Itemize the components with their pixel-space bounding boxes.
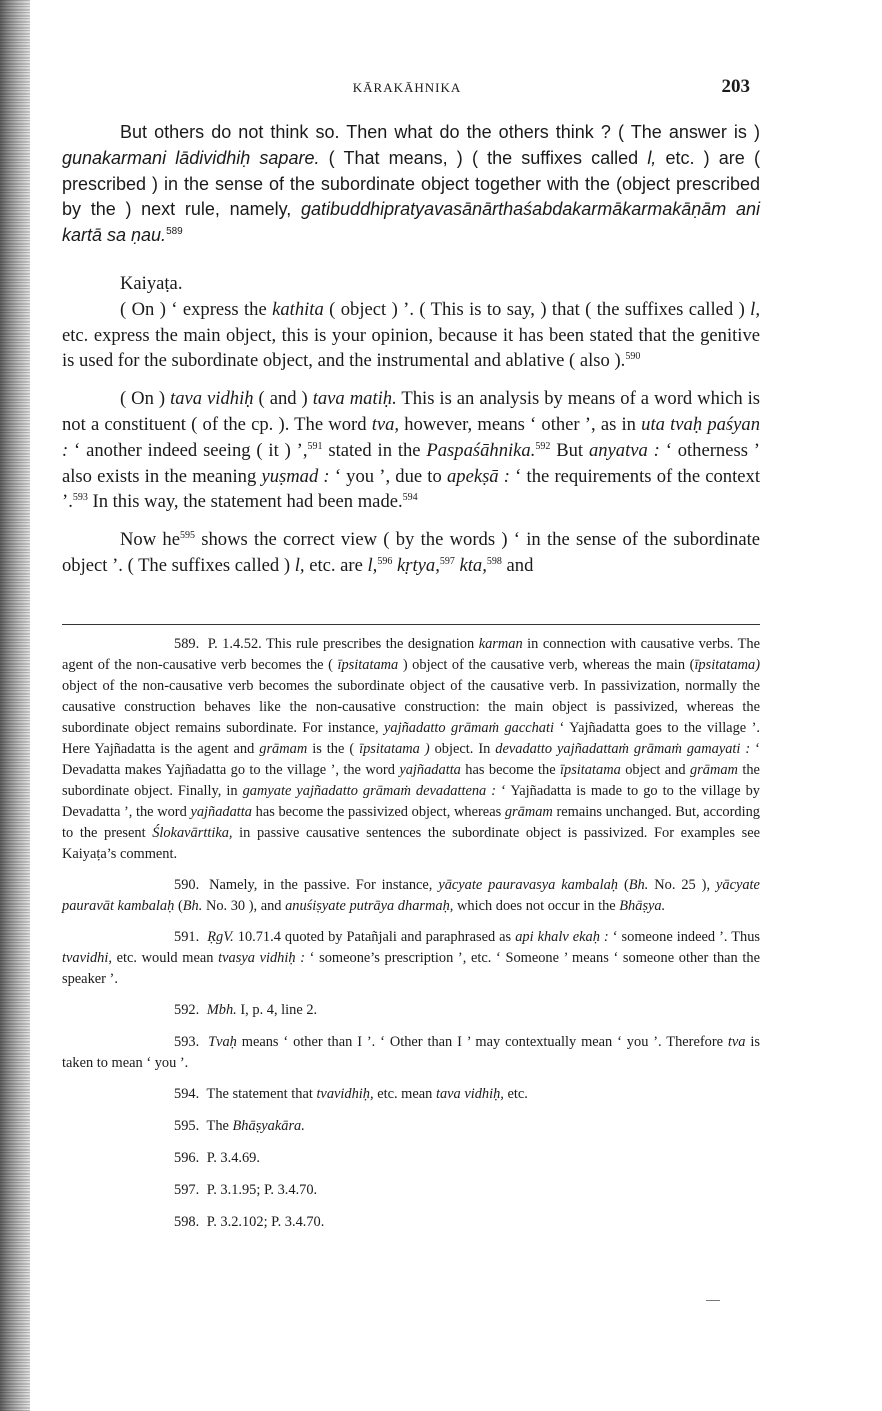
main-text [62, 120, 760, 579]
page-number: 203 [721, 76, 750, 97]
footnote-ref-592: 592 [535, 440, 551, 452]
footnote-ref-593: 593 [72, 492, 88, 504]
footnote-589: 589. P. 1.4.52. This rule prescribes the designation karman in connection with causative verbs. The agent of the non-causative verb becomes the ( īpsitatama ) object of the causative verb, whereas the main (īpsitatama) object of the non-causative verb becomes the subordinate object of the causative verb. In passivization, normally the causative construction behaves like the non-causative construction: the main object is passivized, whereas the subordinate object remains subordinate. For instance, yajñadatto grāmaṁ gacchati ‘ Yajñadatta goes to the village ’. Here Yajñadatta is the agent and grāmam is the ( īpsitatama ) object. In devadatto yajñadattaṁ grāmaṁ gamayati : ‘ Devadatta makes Yajñadatta go to the village ’, the word yajñadatta has become the īpsitatama object and grāmam the subordinate object. Finally, in gamyate yajñadatto grāmaṁ devadattena : ‘ Yajñadatta is made to go to the village by Devadatta ’, the word yajñadatta has become the passivized object, whereas grāmam remains unchanged. But, according to the present Ślokavārttika, in passive causative sentences the subordinate object is passivized. For examples see Kaiyaṭa’s comment. [62, 636, 760, 862]
footnote-597: 597. P. 3.1.95; P. 3.4.70. [174, 1182, 318, 1198]
footnote-590: 590. Namely, in the passive. For instance, yācyate pauravasya kambalaḥ (Bh. No. 25 ), yācyate pauravāt kambalaḥ (Bh. No. 30 ), and anuśiṣyate putrāya dharmaḥ, which does not occur in the Bhāṣya. [62, 877, 760, 914]
page-header [62, 76, 752, 102]
footnote-ref-597: 597 [439, 555, 455, 567]
footnote-ref-594: 594 [402, 492, 418, 504]
footnote-ref-595: 595 [179, 529, 195, 541]
section-label-kaiyata: Kaiyaṭa. [120, 272, 183, 294]
paragraph-others-view: But others do not think so. Then what do the others think ? ( The answer is ) gunakarmani lādividhiḥ sapare. ( That means, ) ( the suffixes called l, etc. ) are ( prescribed ) in the sense of the subordinate object together with the (object prescribed by the ) next rule, namely, gatibuddhipratyavasānārthaśabdakarmākarmakāṇām ani kartā sa ṇau.$^{589}$ [62, 122, 760, 246]
footnote-595: 595. The Bhāṣyakāra. [174, 1118, 305, 1134]
footnote-ref-589: 589 [166, 226, 183, 238]
footnote-ref-591: 591 [307, 440, 323, 452]
footnote-593: 593. Tvaḥ means ‘ other than I ’. ‘ Other than I ’ may contextually mean ‘ you ’. Therefore tva is taken to mean ‘ you ’. [62, 1034, 760, 1071]
footnote-ref-590: 590 [625, 351, 641, 363]
page-binding-edge [0, 0, 30, 1411]
footnote-591: 591. ṚgV. 10.71.4 quoted by Patañjali and paraphrased as api khalv ekaḥ : ‘ someone indeed ’. Thus tvavidhi, etc. would mean tvasya vidhiḥ : ‘ someone’s prescription ’, etc. ‘ Someone ’ means ‘ someone other than the speaker ’. [62, 929, 760, 987]
stray-mark [706, 1300, 720, 1301]
footnote-594: 594. The statement that tvavidhiḥ, etc. mean tava vidhiḥ, etc. [174, 1086, 528, 1102]
paragraph-correct-view: Now $he^{595}$ shows the correct view ( by the words ) ‘ in the sense of the subordinate object ’. ( The suffixes called ) l, etc. are l,$^{596}$ kṛtya,$^{597}$ kta,$^{598}$ and [62, 529, 760, 576]
footnote-596: 596. P. 3.4.69. [174, 1150, 260, 1166]
footnote-ref-596: 596 [377, 555, 393, 567]
paragraph-kathita: ( On ) ‘ express the kathita ( object ) ’. ( This is to say, ) that ( the suffixes called ) l, etc. express the main object, this is your opinion, because it has been stated that the genitive is used for the subordinate object, and the instrumental and ablative ( also ).$^{590}$ [62, 298, 760, 372]
paragraph-tava-vidhih: ( On ) tava vidhiḥ ( and ) tava matiḥ. This is an analysis by means of a word which is not a constituent ( of the cp. ). The word tva, however, means ‘ other ’, as in uta tvaḥ paśyan : ‘ another indeed seeing ( it ) ’,$^{591}$ stated in the Paspaśāhnika.$^{592}$ But anyatva : ‘ otherness ’ also exists in the meaning yuṣmad : ‘ you ’, due to apekṣā : ‘ the requirements of the context ’.$^{593}$ In this way, the statement had been made.$^{594}$ [62, 388, 760, 513]
running-head: KĀRAKĀHNIKA [352, 80, 462, 95]
footnotes [62, 634, 760, 1244]
footnote-592: 592. Mbh. I, p. 4, line 2. [174, 1002, 318, 1018]
footnote-598: 598. P. 3.2.102; P. 3.4.70. [174, 1214, 325, 1230]
footnote-ref-598: 598 [486, 555, 502, 567]
footnote-divider [62, 624, 760, 625]
